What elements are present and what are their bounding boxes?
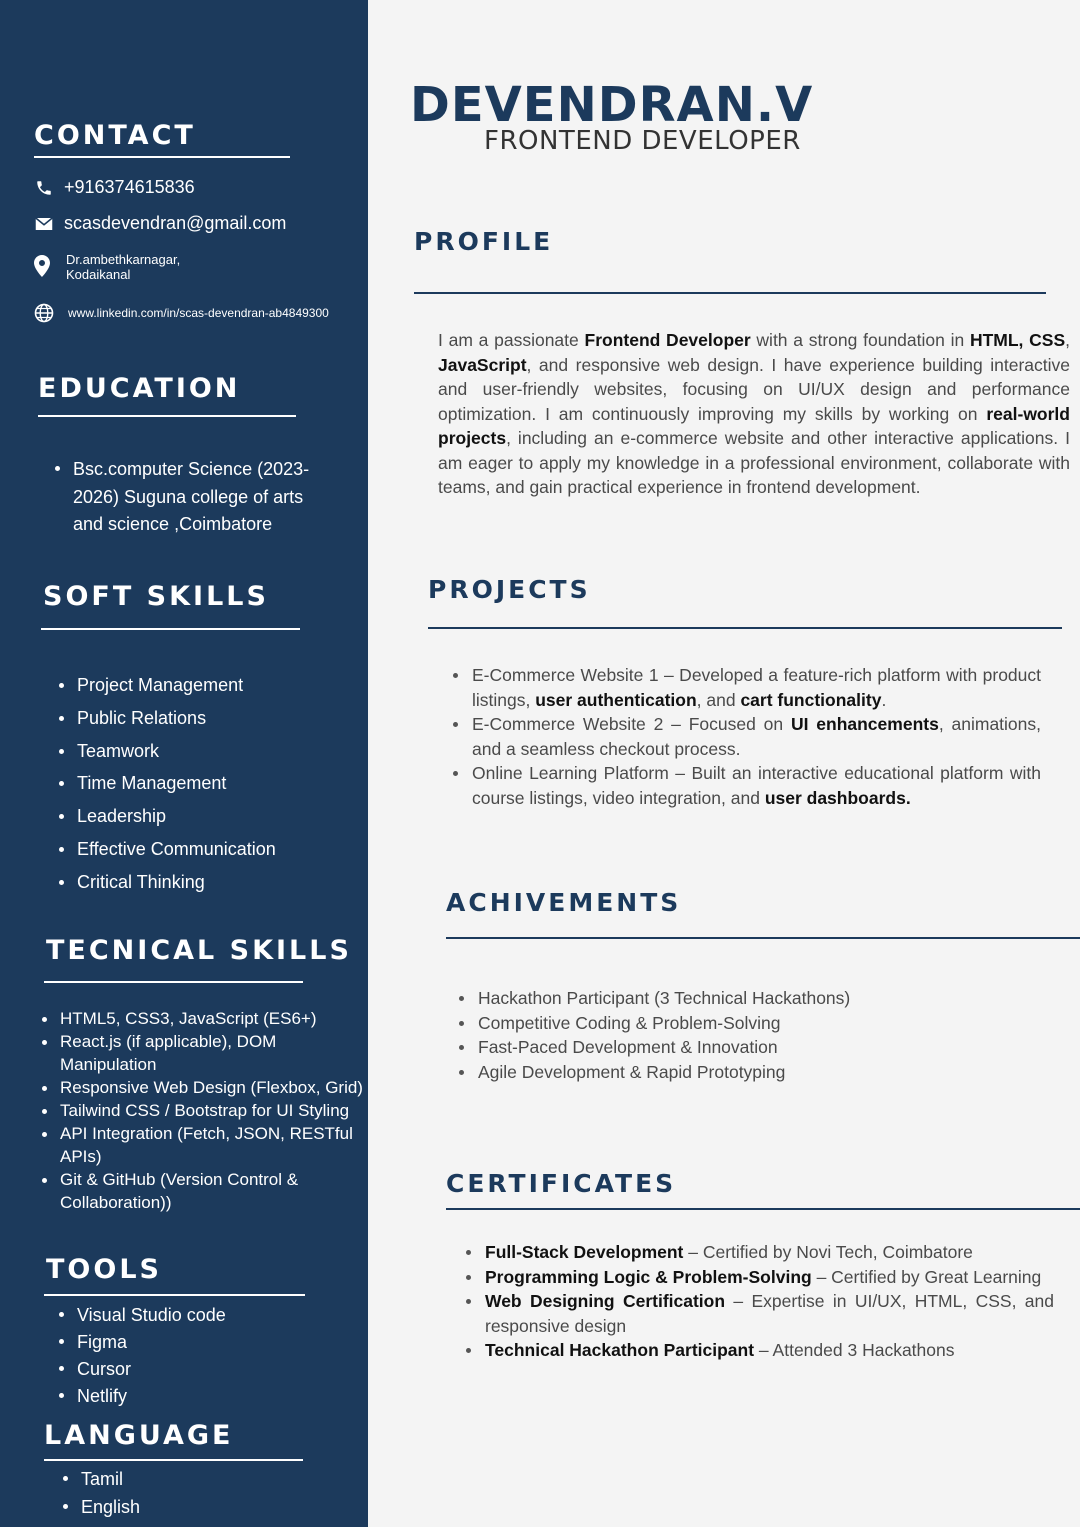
- address-line-2: Kodaikanal: [66, 267, 131, 282]
- technical-skills-heading: TECNICAL SKILLS: [46, 935, 352, 966]
- emphasis-text: user authentication: [535, 689, 697, 710]
- profile-divider: [414, 292, 1046, 294]
- main-content: [368, 0, 1080, 1527]
- list-item: [463, 1338, 1054, 1363]
- emphasis-text: UI enhancements: [790, 714, 939, 734]
- list-item: Visual Studio code: [55, 1302, 345, 1329]
- list-item: React.js (if applicable), DOM Manipulation: [38, 1030, 363, 1076]
- emphasis-text: Technical Hackathon Participant: [485, 1340, 755, 1360]
- list-item: Teamwork: [55, 739, 345, 763]
- body-text: – Certified by Novi Tech, Coimbatore: [683, 1242, 973, 1262]
- emphasis-text: real-world projects: [438, 403, 1070, 448]
- body-text: E-Commerce Website 2 – Focused on: [472, 714, 791, 734]
- certificates-divider: [446, 1208, 1080, 1210]
- list-item: [450, 761, 1041, 810]
- candidate-name: DEVENDRAN.V: [410, 77, 814, 133]
- body-text: , including an e-commerce website and other interactive applications. I am eager to apply my knowledge in a professional environment, collaborate with teams, and gain practical experience in frontend development.: [438, 428, 1070, 497]
- list-item: Tailwind CSS / Bootstrap for UI Styling: [38, 1099, 363, 1122]
- list-item: [450, 712, 1041, 761]
- phone-number: +916374615836: [64, 177, 195, 197]
- list-item: Fast-Paced Development & Innovation: [456, 1035, 1016, 1060]
- tools-divider: [44, 1294, 305, 1296]
- list-item: Figma: [55, 1329, 345, 1356]
- projects-list: [450, 663, 1041, 810]
- soft-skills-heading: SOFT SKILLS: [43, 581, 269, 612]
- address-line-1: Dr.ambethkarnagar,: [66, 252, 181, 267]
- contact-heading: CONTACT: [34, 120, 196, 151]
- body-text: ,: [1065, 330, 1071, 350]
- location-pin-icon: [34, 255, 54, 282]
- soft-skills-divider: [41, 628, 300, 630]
- emphasis-text: HTML, CSS: [969, 330, 1066, 350]
- projects-heading: PROJECTS: [428, 575, 591, 604]
- list-item: HTML5, CSS3, JavaScript (ES6+): [38, 1007, 363, 1030]
- education-divider: [38, 415, 296, 417]
- globe-icon: [34, 303, 54, 323]
- contact-email[interactable]: [34, 213, 286, 234]
- job-title: FRONTEND DEVELOPER: [484, 126, 801, 156]
- list-item: [463, 1289, 1054, 1338]
- tools-heading: TOOLS: [46, 1254, 162, 1285]
- contact-linkedin[interactable]: [34, 303, 329, 323]
- body-text: , and responsive web design. I have experience building interactive and user-friendly websites, focusing on UI/UX design and performance optimization. I am continuously improving my skills by working on: [438, 354, 1070, 424]
- list-item: Time Management: [55, 771, 345, 795]
- body-text: – Expertise in UI/UX, HTML, CSS, and responsive design: [485, 1291, 1054, 1336]
- list-item: Netlify: [55, 1383, 345, 1410]
- body-text: I am a passionate: [438, 330, 585, 350]
- emphasis-text: user dashboards.: [764, 787, 911, 808]
- achievements-list: [456, 986, 1016, 1084]
- contact-phone[interactable]: [34, 177, 195, 198]
- tools-list: [55, 1302, 345, 1410]
- body-text: , animations, and a seamless checkout process.: [472, 714, 1042, 759]
- linkedin-url: www.linkedin.com/in/scas-devendran-ab4849300: [68, 306, 329, 320]
- list-item: Effective Communication: [55, 837, 345, 861]
- list-item: [463, 1240, 1054, 1265]
- list-item: Cursor: [55, 1356, 345, 1383]
- list-item: [463, 1265, 1054, 1290]
- profile-paragraph: [438, 328, 1070, 500]
- emphasis-text: cart functionality: [740, 689, 882, 710]
- list-item: Project Management: [55, 673, 345, 697]
- soft-skills-list: [55, 673, 345, 894]
- list-item: Responsive Web Design (Flexbox, Grid): [38, 1076, 363, 1099]
- education-item: Bsc.computer Science (2023-2026) Suguna college of arts and science ,Coimbatore: [51, 456, 321, 539]
- certificates-heading: CERTIFICATES: [446, 1169, 677, 1198]
- achievements-heading: ACHIVEMENTS: [446, 888, 682, 917]
- projects-divider: [428, 627, 1062, 629]
- technical-skills-list: [38, 1007, 363, 1214]
- contact-address: [34, 252, 180, 282]
- language-heading: LANGUAGE: [44, 1420, 234, 1451]
- profile-heading: PROFILE: [414, 227, 554, 256]
- list-item: Hackathon Participant (3 Technical Hackathons): [456, 986, 1016, 1011]
- list-item: Git & GitHub (Version Control & Collaboration)): [38, 1168, 363, 1214]
- language-divider: [44, 1459, 303, 1461]
- emphasis-text: JavaScript: [438, 354, 527, 375]
- emphasis-text: Programming Logic & Problem-Solving: [485, 1266, 812, 1287]
- certificates-list: [463, 1240, 1054, 1363]
- body-text: E-Commerce Website 1 – Developed a feature-rich platform with product listings,: [472, 665, 1041, 710]
- list-item: Critical Thinking: [55, 870, 345, 894]
- list-item: Competitive Coding & Problem-Solving: [456, 1011, 1016, 1036]
- list-item: API Integration (Fetch, JSON, RESTful APIs): [38, 1122, 363, 1168]
- emphasis-text: Web Designing Certification: [485, 1291, 726, 1311]
- email-address: scasdevendran@gmail.com: [64, 213, 287, 233]
- body-text: – Attended 3 Hackathons: [754, 1340, 955, 1360]
- education-heading: EDUCATION: [38, 373, 241, 404]
- sidebar: [0, 0, 368, 1527]
- list-item: Public Relations: [55, 706, 345, 730]
- emphasis-text: Frontend Developer: [584, 330, 751, 350]
- body-text: – Certified by Great Learning: [811, 1266, 1042, 1287]
- list-item: Leadership: [55, 804, 345, 828]
- emphasis-text: Full-Stack Development: [485, 1242, 684, 1262]
- technical-skills-divider: [44, 981, 303, 983]
- body-text: , and: [696, 689, 741, 710]
- list-item: Agile Development & Rapid Prototyping: [456, 1060, 1016, 1085]
- list-item: [450, 663, 1041, 712]
- achievements-divider: [446, 937, 1080, 939]
- contact-divider: [34, 156, 290, 158]
- body-text: Online Learning Platform – Built an interactive educational platform with course listings, video integration, and: [472, 763, 1041, 808]
- body-text: .: [881, 689, 887, 710]
- mail-icon: [34, 214, 54, 234]
- list-item: Tamil: [59, 1466, 349, 1494]
- body-text: with a strong foundation in: [750, 330, 970, 350]
- education-list: [51, 456, 321, 539]
- list-item: English: [59, 1494, 349, 1522]
- phone-icon: [34, 178, 54, 198]
- language-list: [59, 1466, 349, 1521]
